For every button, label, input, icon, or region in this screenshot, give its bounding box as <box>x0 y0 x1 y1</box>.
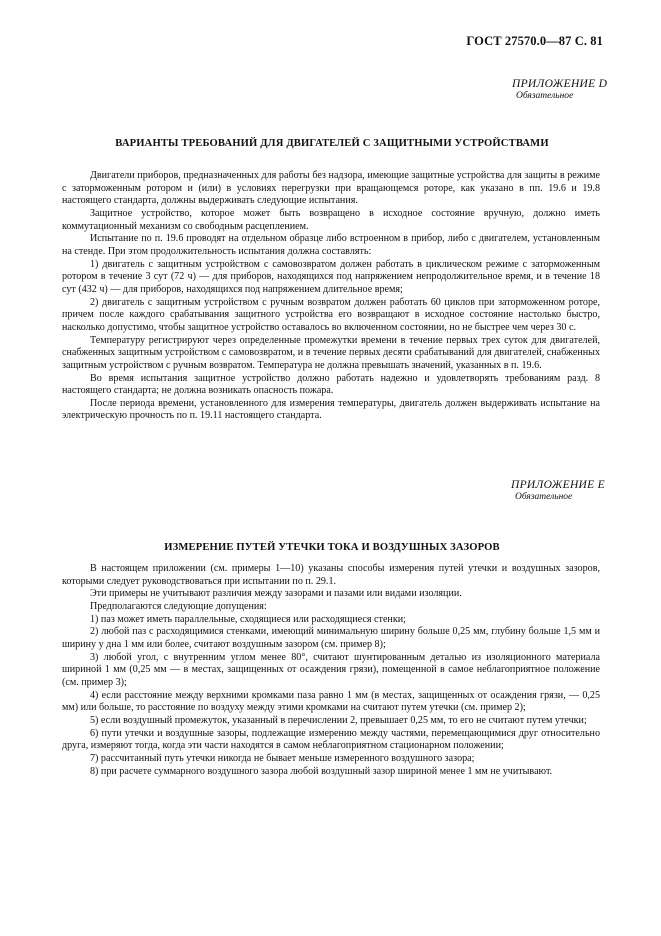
annex-e-paragraph: Предполагаются следующие допущения: <box>90 600 267 612</box>
annex-d-title: ВАРИАНТЫ ТРЕБОВАНИЙ ДЛЯ ДВИГАТЕЛЕЙ С ЗАЩИТНЫМИ УСТРОЙСТВАМИ <box>115 138 549 149</box>
annex-e-title: ИЗМЕРЕНИЕ ПУТЕЙ УТЕЧКИ ТОКА И ВОЗДУШНЫХ ЗАЗОРОВ <box>164 542 500 553</box>
annex-e-paragraph: Эти примеры не учитывают различия между зазорами и пазами или видами изоляции. <box>90 588 462 600</box>
annex-d-paragraph: Двигатели приборов, предназначенных для работы без надзора, имеющие защитные устройства для защиты в режиме с заторможенным ротором и (или) в условиях перегрузки при вращающемся роторе, как указано в пп. 19.6 и 19.8 настоящего стандарта, должны выдерживать следующие испытания. <box>62 170 600 207</box>
annex-e-paragraph: 3) любой угол, с внутренним углом менее 80°, считают шунтированным деталью из изоляционного материала шириной 1 мм (0,25 мм — в местах, защищенных от осаждения грязи), помещенной в самое неблагоприятное положение (см. пример 3); <box>62 651 600 688</box>
annex-d-paragraph: Защитное устройство, которое может быть возвращено в исходное состояние вручную, должно иметь коммутационный механизм со свободным расцеплением. <box>62 207 600 232</box>
annex-d-label: ПРИЛОЖЕНИЕ D <box>512 78 608 90</box>
running-header: ГОСТ 27570.0—87 С. 81 <box>466 34 603 48</box>
annex-e-paragraph: 2) любой паз с расходящимися стенками, имеющий минимальную ширину больше 0,25 мм, глубину больше 1,5 мм и ширину у дна 1 мм или более, считают воздушным зазором (см. пример 8); <box>62 626 600 650</box>
annex-e-paragraph: 8) при расчете суммарного воздушного зазора любой воздушный зазор шириной менее 1 мм не учитывают. <box>90 765 553 777</box>
annex-d-paragraph: После периода времени, установленного для измерения температуры, двигатель должен выдерживать испытание на электрическую прочность по п. 19.11 настоящего стандарта. <box>62 397 600 422</box>
annex-d-paragraph: 1) двигатель с защитным устройством с самовозвратом должен работать в циклическом режиме с заторможенным ротором в течение 3 сут (72 ч) — для приборов, находящихся под напряжением непродолжительное время, и в течение 18 сут (432 ч) — для приборов, находящихся под напряжением длительное время; <box>62 258 600 295</box>
annex-e-paragraph: 1) паз может иметь параллельные, сходящиеся или расходящиеся стенки; <box>90 613 406 625</box>
annex-e-paragraph: 7) рассчитанный путь утечки никогда не бывает меньше измеренного воздушного зазора; <box>90 752 475 764</box>
annex-d-body <box>62 170 600 423</box>
annex-d-paragraph: Во время испытания защитное устройство должно работать надежно и удовлетворять требованиям разд. 8 настоящего стандарта; не должна возникать опасность пожара. <box>62 372 600 397</box>
annex-e-body <box>62 563 600 778</box>
annex-e-paragraph: 6) пути утечки и воздушные зазоры, подлежащие измерению между частями, перемещающимися друг относительно друга, измеряют тогда, когда эти части находятся в самом неблагоприятном стационарном положении; <box>62 727 600 752</box>
annex-d-paragraph: Температуру регистрируют через определенные промежутки времени в течение первых трех суток для двигателей, снабженных защитным устройством с самовозвратом, и в течение первых десяти срабатываний для двигателей, снабженных защитным устройством с ручным возвратом. Температура не должна превышать значений, указанных в п. 19.6. <box>62 334 600 371</box>
annex-e-label: ПРИЛОЖЕНИЕ Е <box>511 479 605 491</box>
annex-e-paragraph: 5) если воздушный промежуток, указанный в перечислении 2, превышает 0,25 мм, то его не считают путем утечки; <box>90 714 587 726</box>
annex-d-label-block <box>512 78 607 101</box>
annex-e-paragraph: 4) если расстояние между верхними кромками паза равно 1 мм (в местах, защищенных от осаждения грязи, — 0,25 мм) или больше, то расстояние по воздуху между этими кромками на считают путем утечки (см. пример 2); <box>62 689 600 714</box>
annex-d-status: Обязательное <box>516 91 574 101</box>
annex-e-status: Обязательное <box>515 492 573 502</box>
annex-d-paragraph: 2) двигатель с защитным устройством с ручным возвратом должен работать 60 циклов при заторможенном роторе, причем после каждого срабатывания защитного устройства его возвращают в исходное состояние настолько быстро, насколько допустимо, чтобы защитное устройство оставалось во включенном состоянии, но не быстрее чем через 30 с. <box>62 296 600 333</box>
annex-e-paragraph: В настоящем приложении (см. примеры 1—10) указаны способы измерения путей утечки и воздушных зазоров, которыми следует руководствоваться при испытании по п. 29.1. <box>62 563 600 587</box>
annex-e-label-block <box>511 479 605 502</box>
annex-d-paragraph: Испытание по п. 19.6 проводят на отдельном образце либо встроенном в прибор, либо с двигателем, установленным на стенде. При этом продолжительность испытания должна составлять: <box>62 233 600 257</box>
